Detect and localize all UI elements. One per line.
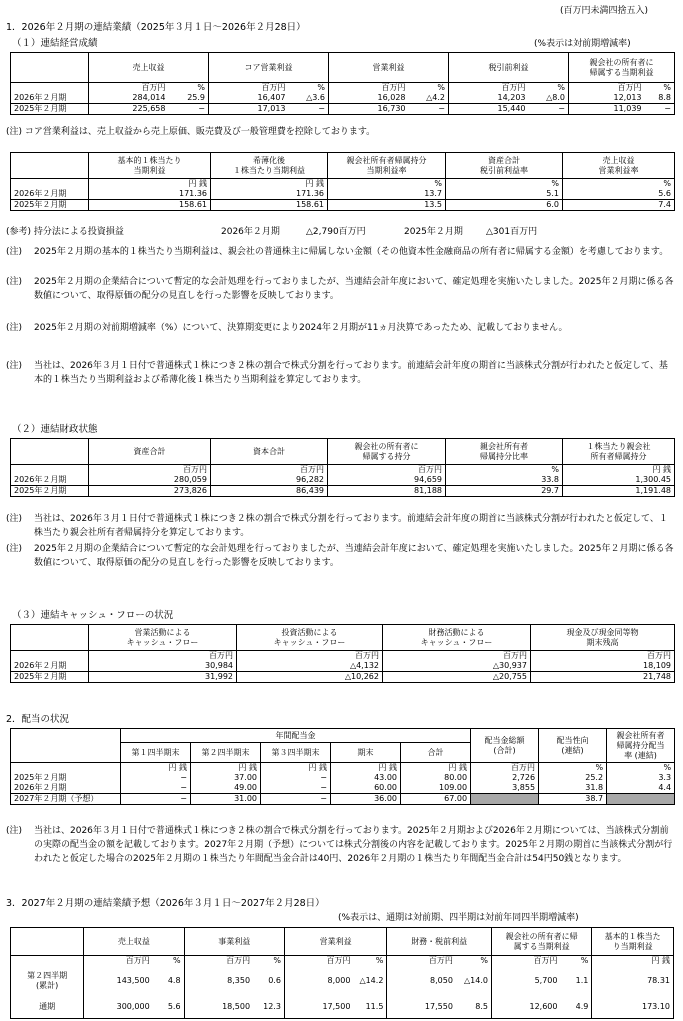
header-total-assets: 資産合計	[89, 439, 211, 465]
cell: 1.1	[560, 966, 591, 996]
cell: 4.4	[607, 783, 675, 794]
blank-header-cell	[11, 743, 121, 763]
cell: 300,000	[84, 996, 153, 1018]
cell: 25.2	[539, 773, 607, 783]
cell: 11,039	[569, 104, 645, 115]
unit: %	[607, 763, 675, 774]
table-row	[11, 661, 675, 672]
cell: 171.36	[211, 189, 328, 200]
cell: −	[261, 794, 331, 805]
cell: △4.2	[409, 93, 449, 104]
forecast-table	[10, 927, 674, 1019]
unit: 円 銭	[261, 763, 331, 774]
cell: −	[645, 104, 675, 115]
unit: 円 銭	[401, 763, 471, 774]
unit: %	[409, 83, 449, 94]
note: (注) 当社は、2026年３月１日付で普通株式１株につき２株の割合で株式分割を行っております。前連結会計年度の期首に当該株式分割が行われたと仮定して、基本的１株当たり当期利益および希薄化後１株当たり当期利益を算定しております。	[6, 361, 668, 385]
header-operating-profit: 営業利益	[329, 53, 449, 83]
header-owners-equity: 親会社の所有者に 帰属する持分	[328, 439, 446, 465]
unit: 円 銭	[563, 465, 675, 476]
equity-method-ref	[6, 226, 538, 238]
cell: 8.8	[645, 93, 675, 104]
cell: 30,984	[89, 661, 237, 672]
cell: 6.0	[446, 200, 563, 211]
cell: 173.10	[592, 996, 674, 1018]
table-row	[11, 672, 675, 683]
header-total: 合計	[401, 743, 471, 763]
cell: −	[261, 773, 331, 783]
unit: 百万円	[89, 651, 237, 662]
header-q1: 第１四半期末	[121, 743, 191, 763]
cell: △30,937	[383, 661, 531, 672]
ref-value-1: △2,790百万円	[306, 227, 366, 237]
cell: 109.00	[401, 783, 471, 794]
row-label: 通期	[11, 996, 84, 1018]
header-pretax-profit: 財務・税前利益	[387, 928, 492, 956]
unit: 円 銭	[89, 179, 211, 190]
cell: △14.2	[353, 966, 386, 996]
cell: 143,500	[84, 966, 153, 996]
cell: −	[121, 773, 191, 783]
cell: 17,500	[284, 996, 353, 1018]
note: (注) 2025年２月期の基本的１株当たり当期利益は、親会社の普通株主に帰属しない金額（その他資本性金融商品の所有者に帰属する金額）を考慮しております。	[6, 247, 669, 257]
cell: 16,407	[209, 93, 289, 104]
cell: −	[121, 783, 191, 794]
cell: 29.7	[446, 486, 563, 497]
cell: 4.8	[153, 966, 184, 996]
unit: 円 銭	[592, 956, 674, 967]
note: (注) 2025年２月期の企業結合について暫定的な会計処理を行っておりましたが、当連結会計年度において、確定処理を実施いたしました。2025年２月期に係る各数値について、取得原価の配分の見直しを行った影響を反映しております。	[6, 277, 674, 301]
cell: 15,440	[449, 104, 529, 115]
cell: 43.00	[331, 773, 401, 783]
cell: 5,700	[491, 966, 560, 996]
cell: 16,028	[329, 93, 409, 104]
ref-value-2: △301百万円	[486, 227, 538, 237]
unit: %	[446, 179, 563, 190]
note: (注) 2025年２月期の企業結合について暫定的な会計処理を行っておりましたが、当連結会計年度において、確定処理を実施いたしました。2025年２月期に係る各数値について、取得原価の配分の見直しを行った影響を反映しております。	[6, 544, 674, 568]
cell: 13.5	[328, 200, 446, 211]
header-pretax-profit: 税引前利益	[449, 53, 569, 83]
cell: △10,262	[237, 672, 383, 683]
cell: 78.31	[592, 966, 674, 996]
unit: 百万円	[449, 83, 529, 94]
percent-note: (%表示は対前期増減率)	[534, 39, 631, 49]
cell-shaded	[471, 794, 539, 805]
forecast-note: (%表示は、通期は対前期、四半期は対前年同四半期増減率)	[338, 913, 579, 923]
cell: 49.00	[191, 783, 261, 794]
unit: 百万円	[84, 956, 153, 967]
unit: 円 銭	[121, 763, 191, 774]
unit: 百万円	[569, 83, 645, 94]
cell: 11.5	[353, 996, 386, 1018]
header-investing-cf: 投資活動による キャッシュ・フロー	[237, 625, 383, 651]
row-label: 2027年２月期（予想）	[11, 794, 121, 805]
row-label: 2025年２月期	[11, 672, 89, 683]
cell: 33.8	[446, 475, 563, 486]
row-label: 2026年２月期	[11, 661, 89, 672]
header-core-operating-profit: コア営業利益	[209, 53, 329, 83]
header-financing-cf: 財務活動による キャッシュ・フロー	[383, 625, 531, 651]
cell: 7.4	[563, 200, 675, 211]
cell: 273,826	[89, 486, 211, 497]
cell: −	[409, 104, 449, 115]
cell: 12,013	[569, 93, 645, 104]
header-business-profit: 事業利益	[184, 928, 284, 956]
table-row	[11, 794, 675, 805]
unit: 百万円	[209, 83, 289, 94]
header-doe: 親会社所有者 帰属持分配当 率 (連結)	[607, 729, 675, 763]
dividends-title: 2．配当の状況	[6, 714, 70, 725]
unit: 円 銭	[211, 179, 328, 190]
blank-header-cell	[11, 439, 89, 465]
cell: 280,059	[89, 475, 211, 486]
unit: 百万円	[211, 465, 328, 476]
cell: 12,600	[491, 996, 560, 1018]
operating-results-heading: （１）連結経営成績	[12, 38, 98, 49]
row-label: 2026年２月期	[11, 783, 121, 794]
blank-header-cell	[11, 928, 84, 956]
table-row	[11, 966, 674, 996]
note: (注) 当社は、2026年３月１日付で普通株式１株につき２株の割合で株式分割を行っております。前連結会計年度の期首に当該株式分割が行われたと仮定して、１株当たり親会社所有者帰属持分を算定しております。	[6, 514, 668, 538]
row-label: 2026年２月期	[11, 93, 89, 104]
cell: 36.00	[331, 794, 401, 805]
unit: %	[560, 956, 591, 967]
header-pretax-roa: 資産合計 税引前利益率	[446, 153, 563, 179]
cell: 284,014	[89, 93, 169, 104]
cell: −	[529, 104, 569, 115]
unit: 百万円	[237, 651, 383, 662]
unit: %	[328, 179, 446, 190]
cell: 31,992	[89, 672, 237, 683]
cell: 171.36	[89, 189, 211, 200]
unit: %	[563, 179, 675, 190]
unit-blank	[11, 651, 89, 662]
cell: 1,300.45	[563, 475, 675, 486]
dividend-note: (注) 当社は、2026年３月１日付で普通株式１株につき２株の割合で株式分割を行っております。2025年２月期および2026年２月期については、当該株式分割前の実際の配当金の額を記載しております。2027年２月期（予想）については株式分割後の内容を記載しております。2025年２月期の期首に当該株式分割が行われたと仮定した場合の2025年２月期の１株当たり年間配当金合計は40円、2026年２月期の１株当たり年間配当金合計は54円50銭となります。	[6, 826, 673, 864]
cell: △14.0	[456, 966, 492, 996]
unit: %	[529, 83, 569, 94]
cell: 17,013	[209, 104, 289, 115]
cell: 94,659	[328, 475, 446, 486]
header-annual-dividend: 年間配当金	[121, 729, 471, 743]
header-revenue: 売上収益	[89, 53, 209, 83]
unit: 百万円	[387, 956, 456, 967]
cell: 18,109	[531, 661, 675, 672]
cell: 8.5	[456, 996, 492, 1018]
cell: △4,132	[237, 661, 383, 672]
unit: 百万円	[329, 83, 409, 94]
unit: 百万円	[328, 465, 446, 476]
unit: %	[446, 465, 563, 476]
header-total-equity: 資本合計	[211, 439, 328, 465]
blank-header-cell	[11, 729, 121, 743]
unit: 百万円	[471, 763, 539, 774]
dividends-table	[10, 728, 675, 805]
ref-label: (参考) 持分法による投資損益	[6, 227, 124, 237]
row-label: 2025年２月期	[11, 773, 121, 783]
header-payout-ratio: 配当性向 (連結)	[539, 729, 607, 763]
cell: △3.6	[289, 93, 329, 104]
cell: 13.7	[328, 189, 446, 200]
unit-blank	[11, 465, 89, 476]
cell: 25.9	[169, 93, 209, 104]
header-net-profit: 親会社の所有者に帰 属する当期利益	[491, 928, 591, 956]
financial-position-table	[10, 438, 675, 497]
cell: 12.3	[253, 996, 284, 1018]
row-label: 2025年２月期	[11, 200, 89, 211]
cell: 14,203	[449, 93, 529, 104]
header-diluted-eps: 希薄化後 １株当たり当期利益	[211, 153, 328, 179]
cell: 8,350	[184, 966, 253, 996]
cell: 158.61	[89, 200, 211, 211]
unit: 百万円	[89, 83, 169, 94]
unit: %	[456, 956, 492, 967]
unit: 円 銭	[191, 763, 261, 774]
row-label: 2026年２月期	[11, 189, 89, 200]
unit: 百万円	[89, 465, 211, 476]
blank-header-cell	[11, 53, 89, 83]
header-operating-profit: 営業利益	[284, 928, 386, 956]
ref-period-2: 2025年２月期	[404, 227, 463, 237]
financial-position-heading: （２）連結財政状態	[12, 424, 98, 435]
table-row	[11, 93, 675, 104]
cell: 37.00	[191, 773, 261, 783]
cell: 96,282	[211, 475, 328, 486]
unit-blank	[11, 83, 89, 94]
cell: 60.00	[331, 783, 401, 794]
row-label: 第２四半期 (累計)	[11, 966, 84, 996]
table-row	[11, 104, 675, 115]
cell: 158.61	[211, 200, 328, 211]
table-row	[11, 783, 675, 794]
cell: 1,191.48	[563, 486, 675, 497]
cell: −	[169, 104, 209, 115]
operating-results-table	[10, 52, 675, 115]
note: (注) 2025年２月期の対前期増減率（%）について、決算期変更により2024年２月期が11ヵ月決算であったため、記載しておりません。	[6, 323, 568, 333]
row-label: 2025年２月期	[11, 486, 89, 497]
header-basic-eps: 基本的１株当たり 当期利益	[89, 153, 211, 179]
header-net-profit: 親会社の所有者に 帰属する当期利益	[569, 53, 675, 83]
table-row	[11, 773, 675, 783]
cell: 31.00	[191, 794, 261, 805]
cashflow-heading: （３）連結キャッシュ・フローの状況	[12, 610, 174, 621]
cell: −	[261, 783, 331, 794]
unit: %	[353, 956, 386, 967]
cell: 31.8	[539, 783, 607, 794]
cell: 4.9	[560, 996, 591, 1018]
per-share-table	[10, 152, 675, 211]
blank-header-cell	[11, 153, 89, 179]
header-cash-balance: 現金及び現金同等物 期末残高	[531, 625, 675, 651]
header-eps: 基本的１株当た り当期利益	[592, 928, 674, 956]
unit: 百万円	[491, 956, 560, 967]
unit: 百万円	[284, 956, 353, 967]
cell: 2,726	[471, 773, 539, 783]
header-year-end: 期末	[331, 743, 401, 763]
unit: %	[153, 956, 184, 967]
table-row	[11, 189, 675, 200]
unit: %	[289, 83, 329, 94]
header-q2: 第２四半期末	[191, 743, 261, 763]
unit: %	[253, 956, 284, 967]
cell: 86,439	[211, 486, 328, 497]
table-row	[11, 486, 675, 497]
cell: 67.00	[401, 794, 471, 805]
header-total-dividends: 配当金総額 (合計)	[471, 729, 539, 763]
cell: 5.6	[153, 996, 184, 1018]
cell: 38.7	[539, 794, 607, 805]
forecast-title: 3．2027年２月期の連結業績予想（2026年３月１日～2027年２月28日）	[6, 898, 325, 909]
table-row	[11, 996, 674, 1018]
unit: %	[169, 83, 209, 94]
header-op-margin: 売上収益 営業利益率	[563, 153, 675, 179]
cell: 18,500	[184, 996, 253, 1018]
cell: 16,730	[329, 104, 409, 115]
header-roe: 親会社所有者帰属持分 当期利益率	[328, 153, 446, 179]
rounding-note: (百万円未満四捨五入)	[560, 6, 649, 16]
cell: △20,755	[383, 672, 531, 683]
unit-blank	[11, 179, 89, 190]
unit: 円 銭	[331, 763, 401, 774]
header-bps: １株当たり親会社 所有者帰属持分	[563, 439, 675, 465]
ref-period-1: 2026年２月期	[221, 227, 280, 237]
table-row	[11, 200, 675, 211]
unit-blank	[11, 956, 84, 967]
unit: 百万円	[184, 956, 253, 967]
core-profit-note: (注) コア営業利益は、売上収益から売上原価、販売費及び一般管理費を控除しております。	[6, 127, 376, 137]
section1-title: 1．2026年２月期の連結業績（2025年３月１日～2026年２月28日）	[6, 22, 306, 33]
header-equity-ratio: 親会社所有者 帰属持分比率	[446, 439, 563, 465]
cell: 81,188	[328, 486, 446, 497]
cell: 5.6	[563, 189, 675, 200]
header-operating-cf: 営業活動による キャッシュ・フロー	[89, 625, 237, 651]
unit: 百万円	[383, 651, 531, 662]
cell: 8,000	[284, 966, 353, 996]
cell: 0.6	[253, 966, 284, 996]
cell: 225,658	[89, 104, 169, 115]
cell: △8.0	[529, 93, 569, 104]
row-label: 2026年２月期	[11, 475, 89, 486]
cell-shaded	[607, 794, 675, 805]
cashflow-table	[10, 624, 675, 683]
cell: 8,050	[387, 966, 456, 996]
header-q3: 第３四半期末	[261, 743, 331, 763]
blank-header-cell	[11, 625, 89, 651]
unit-blank	[11, 763, 121, 774]
table-row	[11, 475, 675, 486]
unit: %	[645, 83, 675, 94]
cell: −	[121, 794, 191, 805]
cell: 5.1	[446, 189, 563, 200]
header-revenue: 売上収益	[84, 928, 184, 956]
cell: 21,748	[531, 672, 675, 683]
cell: −	[289, 104, 329, 115]
cell: 3.3	[607, 773, 675, 783]
cell: 17,550	[387, 996, 456, 1018]
row-label: 2025年２月期	[11, 104, 89, 115]
unit: 百万円	[531, 651, 675, 662]
unit: %	[539, 763, 607, 774]
cell: 80.00	[401, 773, 471, 783]
cell: 3,855	[471, 783, 539, 794]
